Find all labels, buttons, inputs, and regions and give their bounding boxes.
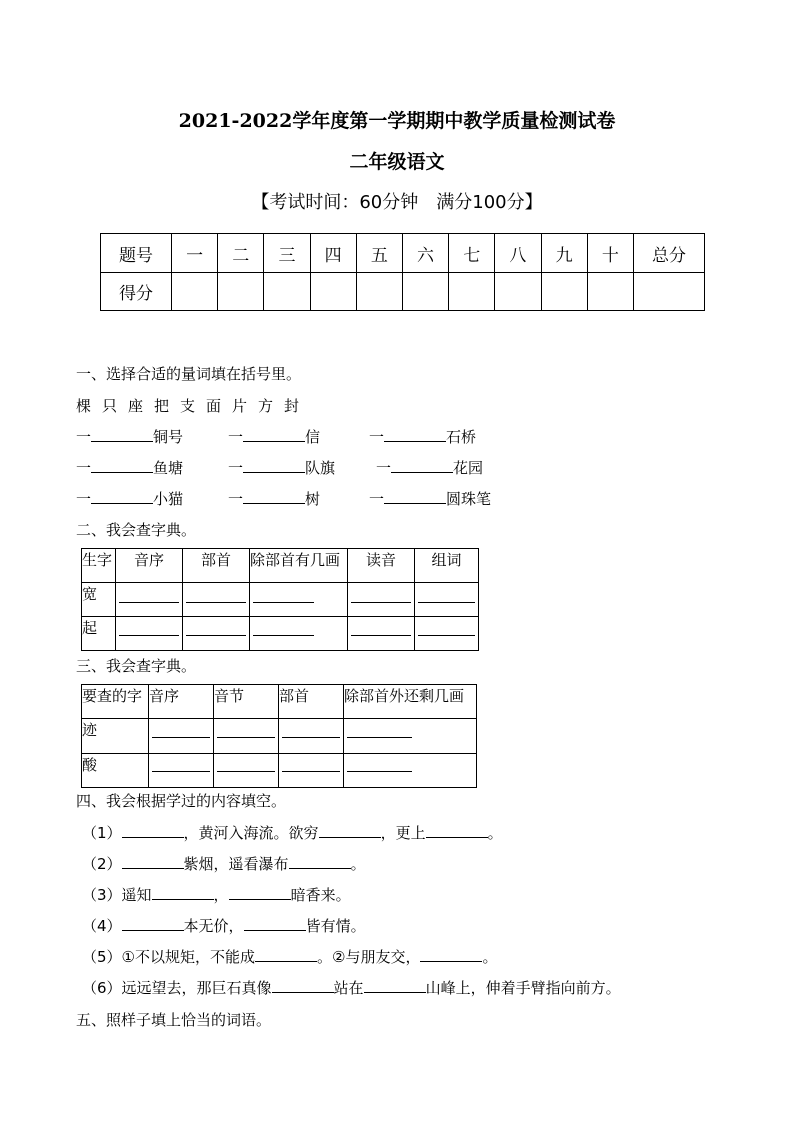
question-text: 本无价， <box>183 917 244 935</box>
item-noun: 队旗 <box>305 459 336 477</box>
answer-blank[interactable] <box>243 457 305 473</box>
score-table-col: 一 <box>172 234 218 273</box>
measure-word: 把 <box>154 397 170 415</box>
answer-cell[interactable] <box>279 719 344 754</box>
measure-word: 片 <box>232 397 248 415</box>
question-text: 。②与朋友交， <box>317 948 421 966</box>
score-cell[interactable] <box>495 273 541 311</box>
answer-blank[interactable] <box>91 426 153 442</box>
item-noun: 石桥 <box>446 428 477 446</box>
prefix-text: 一 <box>228 490 244 508</box>
answer-cell[interactable] <box>250 583 348 617</box>
answer-cell[interactable] <box>214 719 279 754</box>
score-cell[interactable] <box>356 273 402 311</box>
question-text: 暗香来。 <box>290 886 351 904</box>
question-text: 。 <box>482 948 498 966</box>
item-noun: 花园 <box>453 459 484 477</box>
measure-word: 座 <box>128 397 144 415</box>
prefix-text: 一 <box>369 428 385 446</box>
score-table-col: 四 <box>310 234 356 273</box>
section4-heading: 四、我会根据学过的内容填空。 <box>76 792 287 810</box>
exam-title: 2021-2022学年度第一学期期中教学质量检测试卷 <box>178 110 616 132</box>
answer-blank[interactable] <box>426 822 488 838</box>
question-number: （4） <box>82 917 122 935</box>
table-header: 组词 <box>415 549 479 583</box>
poem-question-1 <box>82 822 503 843</box>
section1-heading: 一、选择合适的量词填在括号里。 <box>76 365 302 383</box>
answer-cell[interactable] <box>149 719 214 754</box>
answer-cell[interactable] <box>348 617 415 651</box>
prefix-text: 一 <box>76 459 92 477</box>
question-text: ①不以规矩，不能成 <box>121 948 255 966</box>
score-table-col: 三 <box>264 234 310 273</box>
question-number: （1） <box>82 824 122 842</box>
answer-cell[interactable] <box>348 583 415 617</box>
score-cell[interactable] <box>449 273 495 311</box>
answer-cell[interactable] <box>344 719 477 754</box>
item-noun: 圆珠笔 <box>446 490 492 508</box>
answer-blank[interactable] <box>122 915 184 931</box>
question-number: （3）遥知 <box>82 886 152 904</box>
table-header: 除部首有几画 <box>250 549 348 583</box>
prefix-text: 一 <box>228 459 244 477</box>
answer-blank[interactable] <box>289 853 351 869</box>
score-cell[interactable] <box>310 273 356 311</box>
poem-question-6 <box>82 977 621 998</box>
table-header: 读音 <box>348 549 415 583</box>
item-noun: 铜号 <box>153 428 184 446</box>
score-cell[interactable] <box>218 273 264 311</box>
answer-blank[interactable] <box>384 426 446 442</box>
score-table-col: 六 <box>402 234 448 273</box>
exam-subtitle: 二年级语文 <box>349 151 445 173</box>
answer-blank[interactable] <box>384 488 446 504</box>
answer-cell[interactable] <box>116 583 183 617</box>
question-number: （2） <box>82 855 122 873</box>
item-noun: 树 <box>305 490 321 508</box>
question-number: （5） <box>82 948 122 966</box>
answer-blank[interactable] <box>272 977 334 993</box>
score-cell[interactable] <box>172 273 218 311</box>
score-cell[interactable] <box>587 273 633 311</box>
fill-item <box>376 457 483 478</box>
question-text: 站在 <box>333 979 364 997</box>
score-table-col: 七 <box>449 234 495 273</box>
score-table <box>100 233 705 311</box>
table-char: 起 <box>82 617 116 651</box>
fill-item <box>369 488 491 509</box>
dictionary-table-2 <box>81 684 477 788</box>
table-header: 音节 <box>214 685 279 719</box>
score-table-header-label: 题号 <box>101 234 172 273</box>
answer-blank[interactable] <box>319 822 381 838</box>
score-cell[interactable] <box>634 273 705 311</box>
fill-item <box>228 488 320 509</box>
table-char: 酸 <box>82 754 149 788</box>
section5-heading: 五、照样子填上恰当的词语。 <box>76 1011 272 1029</box>
answer-cell[interactable] <box>279 754 344 788</box>
poem-question-4 <box>82 915 366 936</box>
poem-question-3 <box>82 884 351 905</box>
score-table-col-total: 总分 <box>634 234 705 273</box>
answer-blank[interactable] <box>243 426 305 442</box>
fill-item <box>228 457 335 478</box>
table-header: 部首 <box>183 549 250 583</box>
table-header: 要查的字 <box>82 685 149 719</box>
item-noun: 信 <box>305 428 321 446</box>
poem-question-5 <box>82 946 497 967</box>
question-text: 皆有情。 <box>305 917 366 935</box>
fill-item <box>76 488 183 509</box>
answer-cell[interactable] <box>344 754 477 788</box>
section2-heading: 二、我会查字典。 <box>76 521 197 539</box>
exam-info: 【考试时间：60分钟 满分100分】 <box>251 192 543 213</box>
item-noun: 鱼塘 <box>153 459 184 477</box>
score-cell[interactable] <box>541 273 587 311</box>
table-header: 音序 <box>116 549 183 583</box>
answer-blank[interactable] <box>122 853 184 869</box>
score-table-col: 八 <box>495 234 541 273</box>
question-text: ， <box>213 886 229 904</box>
poem-question-2 <box>82 853 366 874</box>
answer-blank[interactable] <box>364 977 426 993</box>
question-number: （6）远远望去，那巨石真像 <box>82 979 272 997</box>
prefix-text: 一 <box>228 428 244 446</box>
measure-word: 支 <box>180 397 196 415</box>
answer-blank[interactable] <box>229 884 291 900</box>
answer-cell[interactable] <box>415 617 479 651</box>
answer-cell[interactable] <box>183 617 250 651</box>
score-table-col: 五 <box>356 234 402 273</box>
fill-item <box>228 426 320 447</box>
answer-blank[interactable] <box>255 946 317 962</box>
answer-cell[interactable] <box>214 754 279 788</box>
measure-word: 方 <box>258 397 274 415</box>
question-text: 。 <box>350 855 366 873</box>
fill-item <box>369 426 476 447</box>
prefix-text: 一 <box>76 428 92 446</box>
question-text: ，更上 <box>380 824 426 842</box>
question-text: 山峰上，伸着手臂指向前方。 <box>425 979 621 997</box>
prefix-text: 一 <box>369 490 385 508</box>
answer-blank[interactable] <box>420 946 482 962</box>
question-text: 。 <box>487 824 503 842</box>
answer-blank[interactable] <box>122 822 184 838</box>
table-header: 除部首外还剩几画 <box>344 685 477 719</box>
answer-blank[interactable] <box>243 488 305 504</box>
score-table-col: 十 <box>587 234 633 273</box>
table-header: 生字 <box>82 549 116 583</box>
answer-cell[interactable] <box>250 617 348 651</box>
item-noun: 小猫 <box>153 490 184 508</box>
dictionary-table-1 <box>81 548 479 651</box>
answer-blank[interactable] <box>91 488 153 504</box>
score-cell[interactable] <box>402 273 448 311</box>
question-text: 紫烟，遥看瀑布 <box>183 855 289 873</box>
measure-word: 面 <box>206 397 222 415</box>
measure-word: 只 <box>102 397 118 415</box>
answer-blank[interactable] <box>391 457 453 473</box>
answer-blank[interactable] <box>152 884 214 900</box>
answer-cell[interactable] <box>116 617 183 651</box>
table-header: 部首 <box>279 685 344 719</box>
question-text: ，黄河入海流。欲穷 <box>183 824 319 842</box>
table-char: 迹 <box>82 719 149 754</box>
prefix-text: 一 <box>76 490 92 508</box>
score-cell[interactable] <box>264 273 310 311</box>
fill-item <box>76 426 183 447</box>
answer-blank[interactable] <box>91 457 153 473</box>
measure-word-list <box>76 395 310 416</box>
table-header: 音序 <box>149 685 214 719</box>
measure-word: 棵 <box>76 397 92 415</box>
prefix-text: 一 <box>376 459 392 477</box>
score-table-row-label: 得分 <box>101 273 172 311</box>
section3-heading: 三、我会查字典。 <box>76 657 197 675</box>
table-char: 宽 <box>82 583 116 617</box>
answer-blank[interactable] <box>244 915 306 931</box>
score-table-col: 九 <box>541 234 587 273</box>
answer-cell[interactable] <box>149 754 214 788</box>
answer-cell[interactable] <box>415 583 479 617</box>
score-table-col: 二 <box>218 234 264 273</box>
answer-cell[interactable] <box>183 583 250 617</box>
fill-item <box>76 457 183 478</box>
measure-word: 封 <box>284 397 300 415</box>
